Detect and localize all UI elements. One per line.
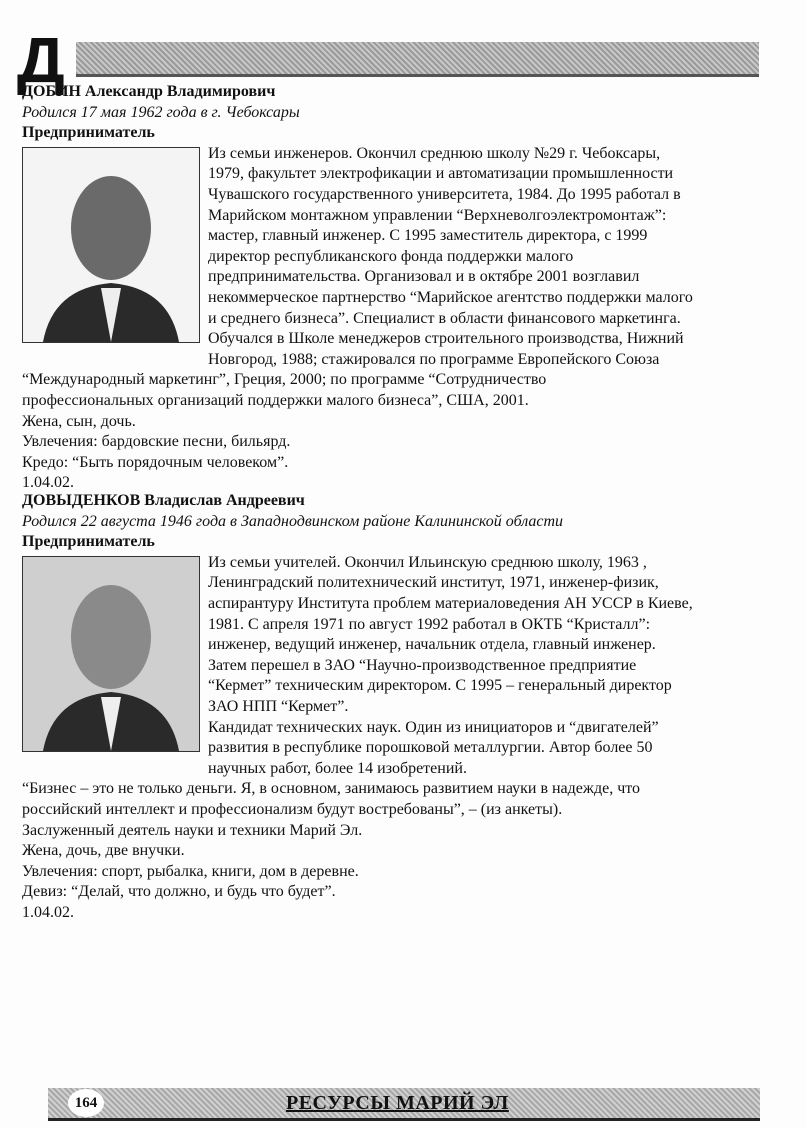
birth-info: Родился 17 мая 1962 года в г. Чебоксары — [22, 103, 300, 121]
bio-line: Жена, сын, дочь. — [22, 412, 136, 430]
bio-with-photo — [22, 144, 782, 371]
section-header-bar — [76, 42, 759, 77]
bio-line: “Кермет” техническим директором. С 1995 – генеральный директор — [208, 677, 672, 695]
bio-line: Обучался в Школе менеджеров строительного производства, Нижний — [208, 330, 684, 348]
bio-line: Жена, дочь, две внучки. — [22, 842, 185, 860]
page-number: 164 — [68, 1089, 104, 1117]
bio-line: некоммерческое партнерство “Марийское агентство поддержки малого — [208, 288, 693, 306]
bio-line: Увлечения: спорт, рыбалка, книги, дом в деревне. — [22, 862, 359, 880]
bio-line: научных работ, более 14 изобретений. — [208, 759, 467, 777]
bio-line: Ленинградский политехнический институт, 1971, инженер-физик, — [208, 574, 659, 592]
bio-line: профессиональных организаций поддержки малого бизнеса”, США, 2001. — [22, 391, 529, 409]
person-name: ДОВЫДЕНКОВ Владислав Андреевич — [22, 492, 305, 509]
bio-line: директор республиканского фонда поддержки малого — [208, 247, 574, 265]
bio-line: Марийском монтажном управлении “Верхневолгоэлектромонтаж”: — [208, 206, 667, 224]
bio-line: Из семьи учителей. Окончил Ильинскую среднюю школу, 1963 , — [208, 553, 647, 571]
footer-title: РЕСУРСЫ МАРИЙ ЭЛ — [286, 1092, 509, 1114]
bio-line: предпринимательства. Организовал и в октябре 2001 возглавил — [208, 268, 640, 286]
bio-line: Новгород, 1988; стажировался по программе Европейского Союза — [208, 350, 660, 368]
profession: Предприниматель — [22, 533, 155, 551]
section-letter: Д — [16, 24, 65, 96]
bio-line: Девиз: “Делай, что должно, и будь что будет”. — [22, 883, 336, 901]
biography-entry — [22, 491, 782, 923]
bio-line: российский интеллект и профессионализм будут востребованы”, – (из анкеты). — [22, 800, 563, 818]
bio-with-photo — [22, 553, 782, 780]
bio-line: 1.04.02. — [22, 903, 74, 921]
bio-line: развития в республике порошковой металлургии. Автор более 50 — [208, 739, 653, 757]
biography-text — [208, 553, 782, 780]
page-footer — [48, 1088, 760, 1121]
bio-line: инженер, ведущий инженер, начальник отдела, главный инженер. — [208, 636, 656, 654]
bio-line: Чувашского государственного университета, 1984. До 1995 работал в — [208, 185, 681, 203]
bio-line: Из семьи инженеров. Окончил среднюю школу №29 г. Чебоксары, — [208, 144, 661, 162]
birth-info: Родился 22 августа 1946 года в Западнодвинском районе Калининской области — [22, 512, 564, 530]
bio-line: Кандидат технических наук. Один из инициаторов и “двигателей” — [208, 718, 659, 736]
bio-line: “Международный маркетинг”, Греция, 2000; по программе “Сотрудничество — [22, 371, 547, 389]
person-name: ДОБИН Александр Владимирович — [22, 83, 276, 100]
biography-text — [208, 144, 782, 371]
bio-line: Кредо: “Быть порядочным человеком”. — [22, 453, 289, 471]
bio-line: Увлечения: бардовские песни, бильярд. — [22, 433, 291, 451]
bio-line: 1979, факультет электрофикации и автоматизации промышленности — [208, 165, 674, 183]
bio-line: 1.04.02. — [22, 474, 74, 492]
portrait-photo — [22, 147, 200, 343]
bio-line: “Бизнес – это не только деньги. Я, в основном, занимаюсь развитием науки в надежде, что — [22, 780, 641, 798]
portrait-photo — [22, 556, 200, 752]
profession: Предприниматель — [22, 124, 155, 142]
biography-entry — [22, 82, 782, 494]
bio-line: Затем перешел в ЗАО “Научно-производственное предприятие — [208, 656, 637, 674]
bio-line: Заслуженный деятель науки и техники Марий Эл. — [22, 821, 363, 839]
bio-line: и среднего бизнеса”. Специалист в области финансового маркетинга. — [208, 309, 681, 327]
bio-line: аспирантуру Института проблем материаловедения АН УССР в Киеве, — [208, 594, 693, 612]
bio-line: мастер, главный инженер. С 1995 заместитель директора, с 1999 — [208, 227, 648, 245]
bio-line: ЗАО НПП “Кермет”. — [208, 697, 349, 715]
bio-line: 1981. С апреля 1971 по август 1992 работал в ОКТБ “Кристалл”: — [208, 615, 651, 633]
